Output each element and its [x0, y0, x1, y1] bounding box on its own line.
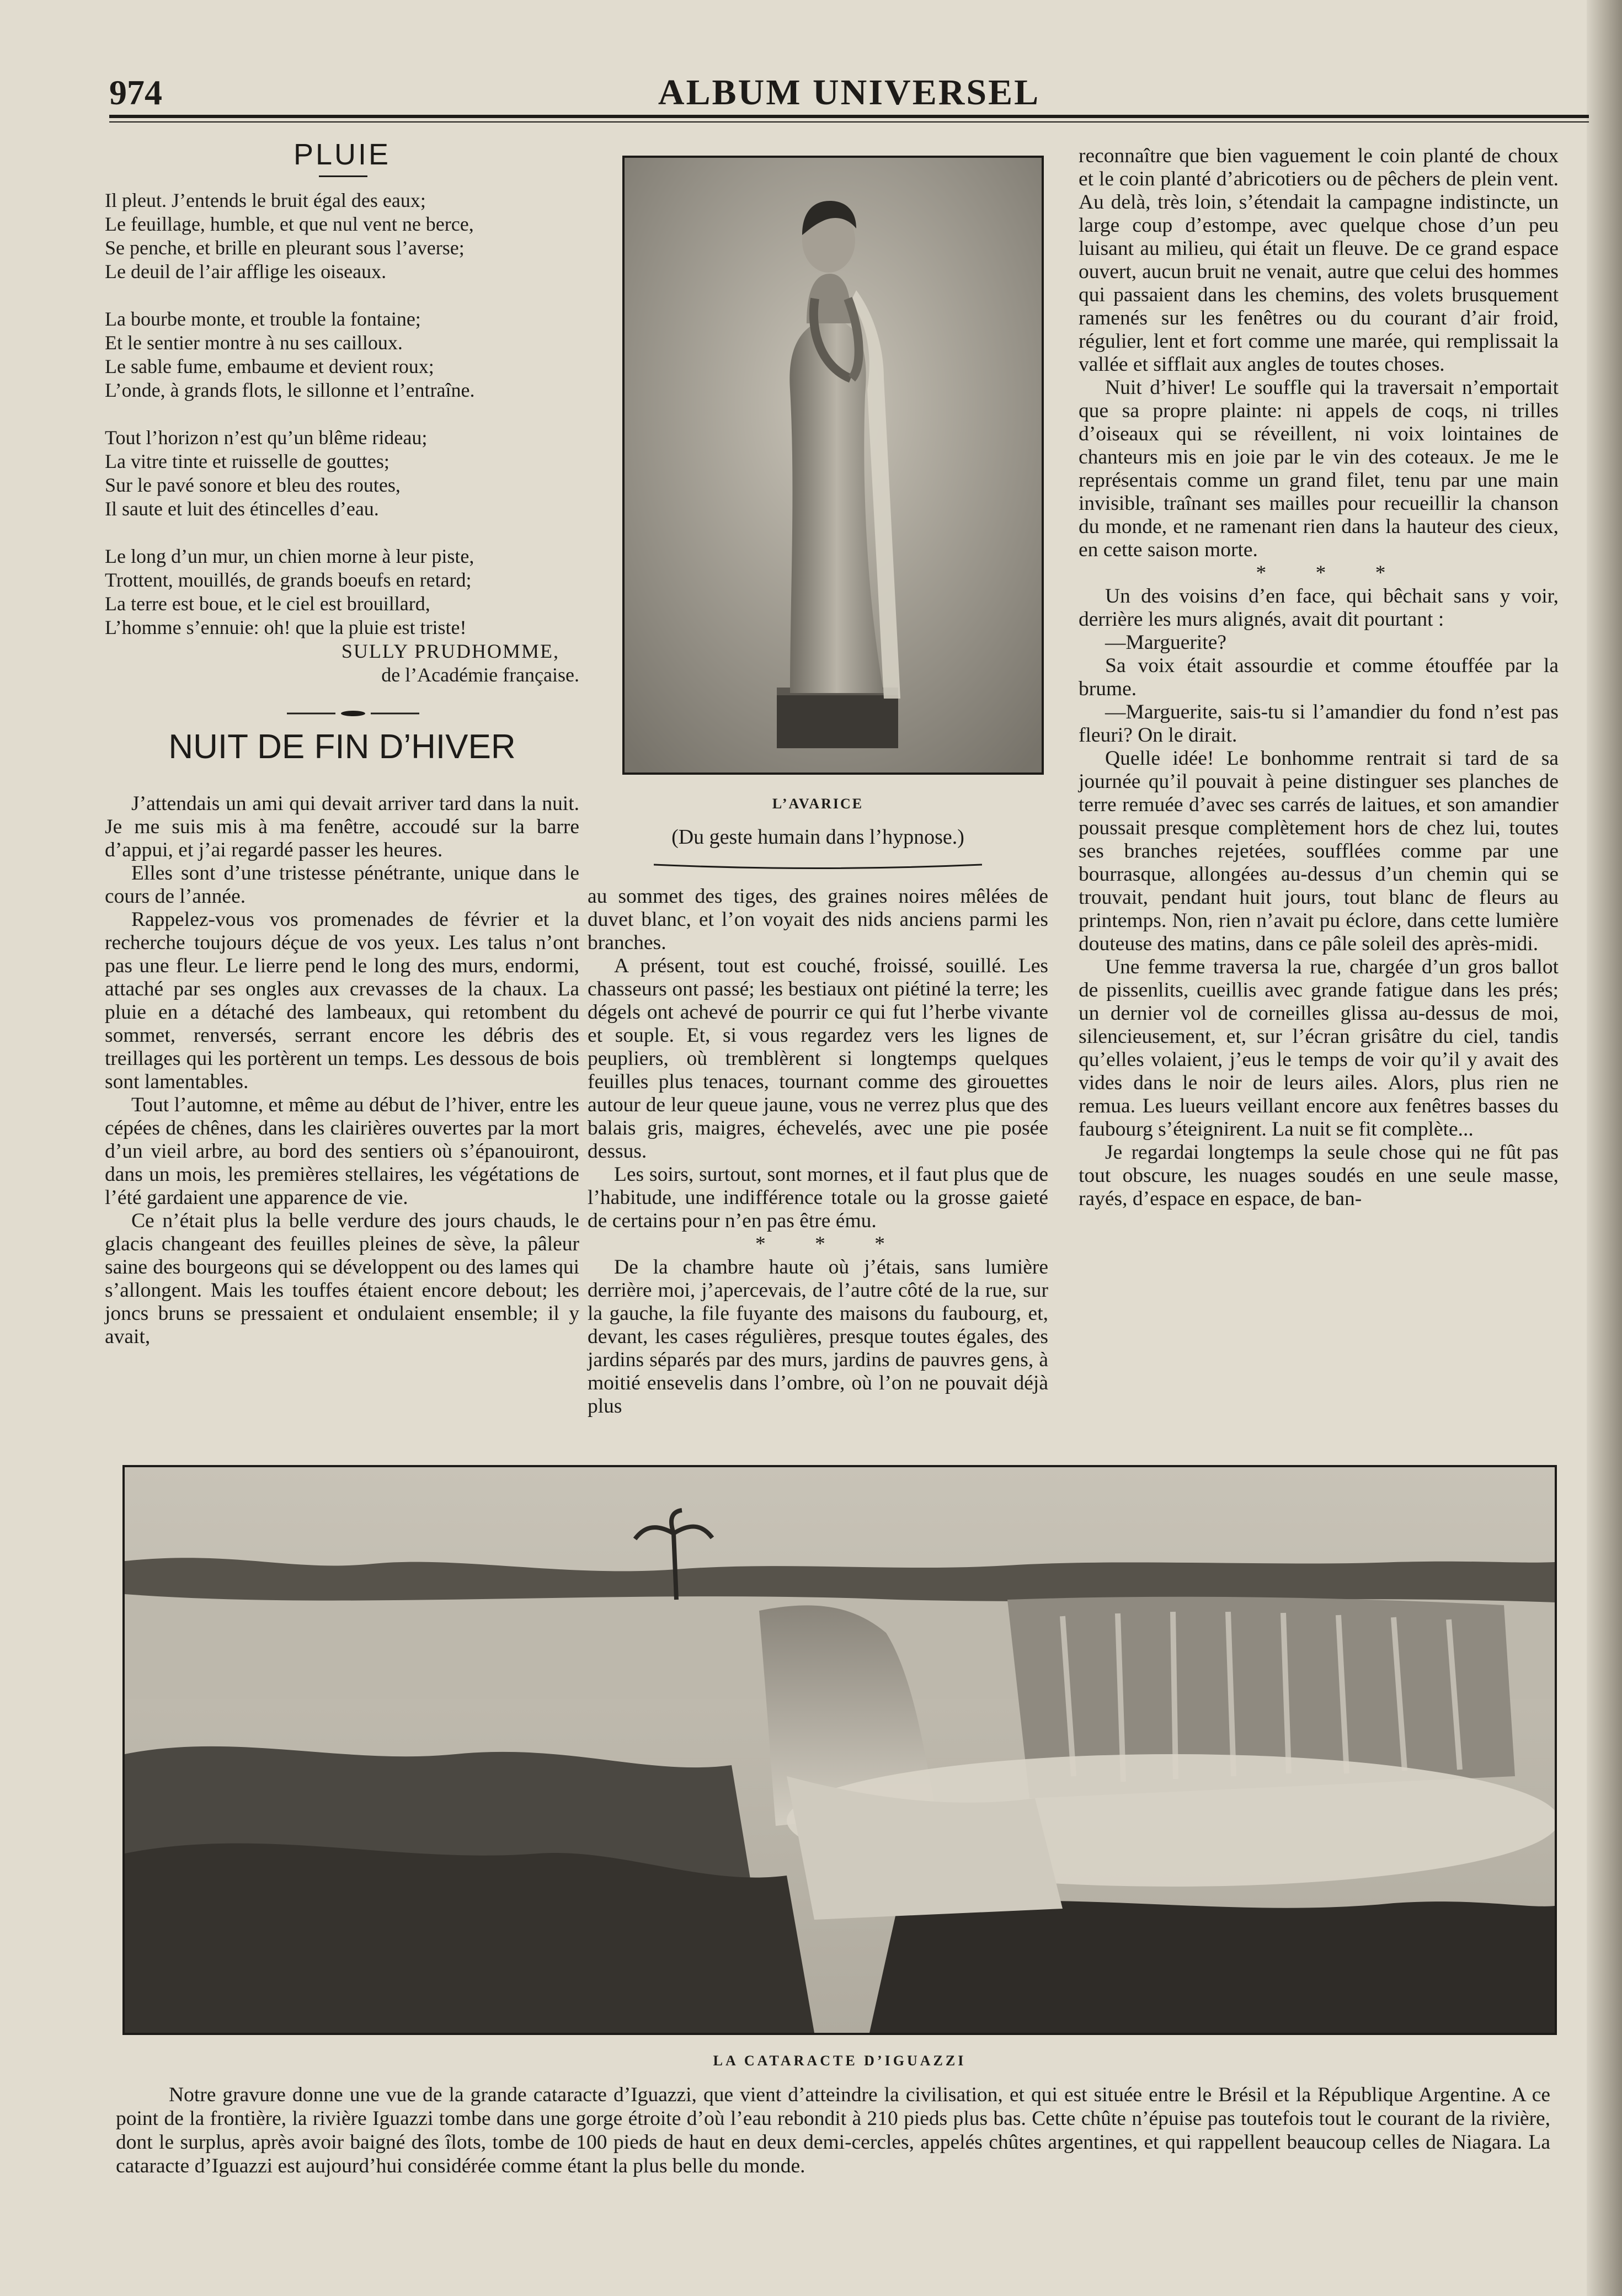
article-column-1: [105, 792, 579, 1349]
paragraph: —Marguerite, sais-tu si l’amandier du fond n’est pas fleuri? On le dirait.: [1079, 701, 1559, 747]
poem-line: Il saute et luit des étincelles d’eau.: [105, 498, 379, 520]
poem-title: PLUIE: [293, 138, 391, 171]
section-separator: * * *: [1256, 562, 1408, 584]
paragraph: Sa voix était assourdie et comme étouffée par la brume.: [1079, 654, 1559, 700]
paragraph: Les soirs, surtout, sont mornes, et il faut plus que de l’habitude, une indifférence totale ou la grosse gaieté de certains pour n’en pas être ému.: [588, 1163, 1048, 1232]
paragraph: au sommet des tiges, des graines noires mêlées de duvet blanc, et l’on voyait des nids anciens parmi les branches.: [588, 885, 1048, 954]
section-separator: * * *: [755, 1233, 907, 1255]
paragraph: reconnaître que bien vaguement le coin planté de choux et le coin planté d’abricotiers ou de pêchers de plein vent. Au delà, très loin, s’étendait la campagne indistincte, un large coup d’estompe, avec quelque chose d’un peu luisant au milieu, qui était un fleuve. De ce grand espace ouvert, aucun bruit ne venait, autre que celui des hommes qui passaient dans les chemins, des volets brusquement ramenés sur les fenêtres ou du courant d’air froid, régulier, lent et fort comme une marée, qui remplissait la vallée et sifflait aux angles de toutes choses.: [1079, 145, 1559, 376]
paragraph: Quelle idée! Le bonhomme rentrait si tard de sa journée qu’il pouvait à peine distinguer ses planches de terre remuée d’avec ses carrés de laitues, et son amandier poussait presque complètement hors de chez lui, toutes ses branches rejetées, soufflées comme par une bourrasque, allongées au-dessus d’un chemin qui se trouvait, pendant huit jours, tout blanc de fleurs au printemps. Non, rien n’avait pu éclore, dans cette lumière douteuse des matins, dans ce pâle soleil des après-midi.: [1079, 747, 1559, 955]
poem-author: [105, 640, 579, 687]
poem-line: Le feuillage, humble, et que nul vent ne berce,: [105, 213, 474, 235]
paragraph: Notre gravure donne une vue de la grande cataracte d’Iguazzi, que vient d’atteindre la civilisation, et qui est située entre le Brésil et la République Argentine. A ce point de la frontière, la rivière Iguazzi tombe dans une gorge étroite d’où l’eau rebondit à 210 pieds plus bas. Cette chûte n’épuise pas toutefois tout le courant de la rivière, dont le surplus, après avoir baigné des îlots, tombe de 100 pieds de haut en deux demi-cercles, appelés chûtes argentines, et qui rappellent beaucoup celles de Niagara. La cataracte d’Iguazzi est aujourd’hui considérée comme étant la plus belle du monde.: [116, 2084, 1550, 2177]
header-rule: [109, 115, 1589, 118]
poem-line: Et le sentier montre à nu ses cailloux.: [105, 332, 403, 354]
avarice-subcaption: (Du geste humain dans l’hypnose.): [671, 825, 964, 849]
paragraph: —Marguerite?: [1105, 631, 1227, 654]
paragraph: Rappelez-vous vos promenades de février et la recherche toujours déçue de vos yeux. Les talus n’ont pas une fleur. Le lierre pend le long des murs, endormi, attaché par ses ongles aux crevasses de la chaux. La pluie en a détaché des lambeaux, qui retombent du sommet, renversés, serrant encore les débris des treillages qui les portèrent un temps. Les dessous de bois sont lamentables.: [105, 908, 579, 1093]
poem-line: L’homme s’ennuie: oh! que la pluie est triste!: [105, 616, 467, 638]
poem-line: Le deuil de l’air afflige les oiseaux.: [105, 260, 387, 283]
paragraph: Nuit d’hiver! Le souffle qui la traversait n’emportait que sa propre plainte: ni appels de coqs, ni trilles d’oiseaux qui se réveillent, ni voix lointaines de chanteurs mis en joie par le vin des coteaux. Je me le représentais comme un grand filet, tenu par une main invisible, traînant ses mailles pour recueillir la chanson du monde, et ne ramenant rien dans la hauteur des cieux, en cette saison morte.: [1079, 376, 1559, 561]
poem-line: La terre est boue, et le ciel est brouillard,: [105, 593, 430, 615]
paragraph: Un des voisins d’en face, qui bêchait sans y voir, derrière les murs alignés, avait dit pourtant :: [1079, 585, 1559, 631]
poem-line: Tout l’horizon n’est qu’un blême rideau;: [105, 427, 428, 449]
article-column-3: [1079, 145, 1559, 1211]
poem-line: La bourbe monte, et trouble la fontaine;: [105, 308, 421, 330]
paragraph: De la chambre haute où j’étais, sans lumière derrière moi, j’apercevais, de l’autre côté de la rue, sur la gauche, la file fuyante des maisons du faubourg, et, devant, les cases régulières, presque toutes égales, des jardins séparés par des murs, jardins de pauvres gens, à moitié ensevelis dans l’ombre, où l’on ne pouvait déjà plus: [588, 1256, 1048, 1418]
poem-line: La vitre tinte et ruisselle de gouttes;: [105, 450, 390, 472]
paragraph: J’attendais un ami qui devait arriver tard dans la nuit. Je me suis mis à ma fenêtre, accoudé sur la barre d’appui, et j’ai regardé passer les heures.: [105, 792, 579, 861]
ornament-divider: [287, 709, 419, 718]
poem-line: Se penche, et brille en pleurant sous l’averse;: [105, 237, 465, 259]
article-title: NUIT DE FIN D’HIVER: [168, 728, 516, 766]
paragraph: Je regardai longtemps la seule chose qui ne fût pas tout obscure, les nuages soudés en une seule masse, rayés, d’espace en espace, de ban-: [1079, 1141, 1559, 1210]
page-header: [109, 71, 1589, 115]
poem-stanza: [105, 426, 579, 521]
subcaption-rule: [654, 863, 982, 871]
page-number: 974: [109, 73, 162, 112]
page-edge-shadow: [1587, 0, 1622, 2296]
poem-stanza: [105, 189, 579, 284]
paragraph: Tout l’automne, et même au début de l’hiver, entre les cépées de chênes, dans les clairières ouvertes par la mort d’un vieil arbre, au bord des sentiers où s’épanouiront, dans un mois, les premières stellaires, les végétations de l’été gardaient une apparence de vie.: [105, 1094, 579, 1209]
masthead: ALBUM UNIVERSEL: [658, 72, 1041, 113]
paragraph: Elles sont d’une tristesse pénétrante, unique dans le cours de l’année.: [105, 862, 579, 908]
paragraph: Une femme traversa la rue, chargée d’un gros ballot de pissenlits, cueillis avec grande fatigue dans les prés; un dernier vol de corneilles glissa au-dessus de moi, silencieusement, et, sur l’écran grisâtre du ciel, tandis qu’elles volaient, j’eus le temps de voir qu’il y avait des vides dans le noir de leurs ailes. Alors, plus rien ne remua. Les lueurs veillant encore aux fenêtres basses du faubourg s’éteignirent. La nuit se fit complète...: [1079, 956, 1559, 1141]
iguazzi-caption: LA CATARACTE D’IGUAZZI: [713, 2053, 967, 2069]
poem-stanza: [105, 545, 579, 640]
poem: [105, 189, 579, 687]
author-name: SULLY PRUDHOMME,: [341, 640, 559, 662]
paragraph: Ce n’était plus la belle verdure des jours chauds, le glacis changeant des feuilles pleines de sève, la pâleur saine des bourgeons qui se développent ou des lames qui s’allongent. Mais les touffes étaient encore debout; les joncs bruns se pressaient et ondulaient ensemble; il y avait,: [105, 1210, 579, 1348]
poem-title-rule: [319, 175, 367, 177]
poem-line: L’onde, à grands flots, le sillonne et l’entraîne.: [105, 379, 475, 401]
author-affiliation: de l’Académie française.: [381, 664, 579, 686]
poem-stanza: [105, 307, 579, 402]
poem-line: Trottent, mouillés, de grands boeufs en retard;: [105, 569, 472, 591]
avarice-caption: L’AVARICE: [772, 796, 864, 812]
iguazzi-engraving: [122, 1465, 1557, 2035]
poem-line: Sur le pavé sonore et bleu des routes,: [105, 474, 401, 496]
waterfall-image: [125, 1467, 1555, 2033]
poem-line: Le sable fume, embaume et devient roux;: [105, 355, 434, 377]
avarice-figure-image: [625, 158, 1042, 773]
header-rule-thin: [109, 121, 1589, 122]
paragraph: A présent, tout est couché, froissé, souillé. Les chasseurs ont passé; les bestiaux ont piétiné la terre; les dégels ont achevé de pourrir ce qui fut l’herbe vivante et souple. Et, si vous regardez vers les lignes de peupliers, où tremblèrent si longtemps quelques feuilles plus tenaces, tournant comme des girouettes autour de leur queue jaune, vous ne verrez plus que des balais gris, maigres, échevelés, avec une pie posée dessus.: [588, 955, 1048, 1163]
poem-line: Le long d’un mur, un chien morne à leur piste,: [105, 545, 474, 567]
iguazzi-description: [116, 2083, 1550, 2178]
avarice-illustration: [622, 156, 1044, 775]
article-column-2: [588, 885, 1048, 1418]
poem-line: Il pleut. J’entends le bruit égal des eaux;: [105, 189, 426, 211]
